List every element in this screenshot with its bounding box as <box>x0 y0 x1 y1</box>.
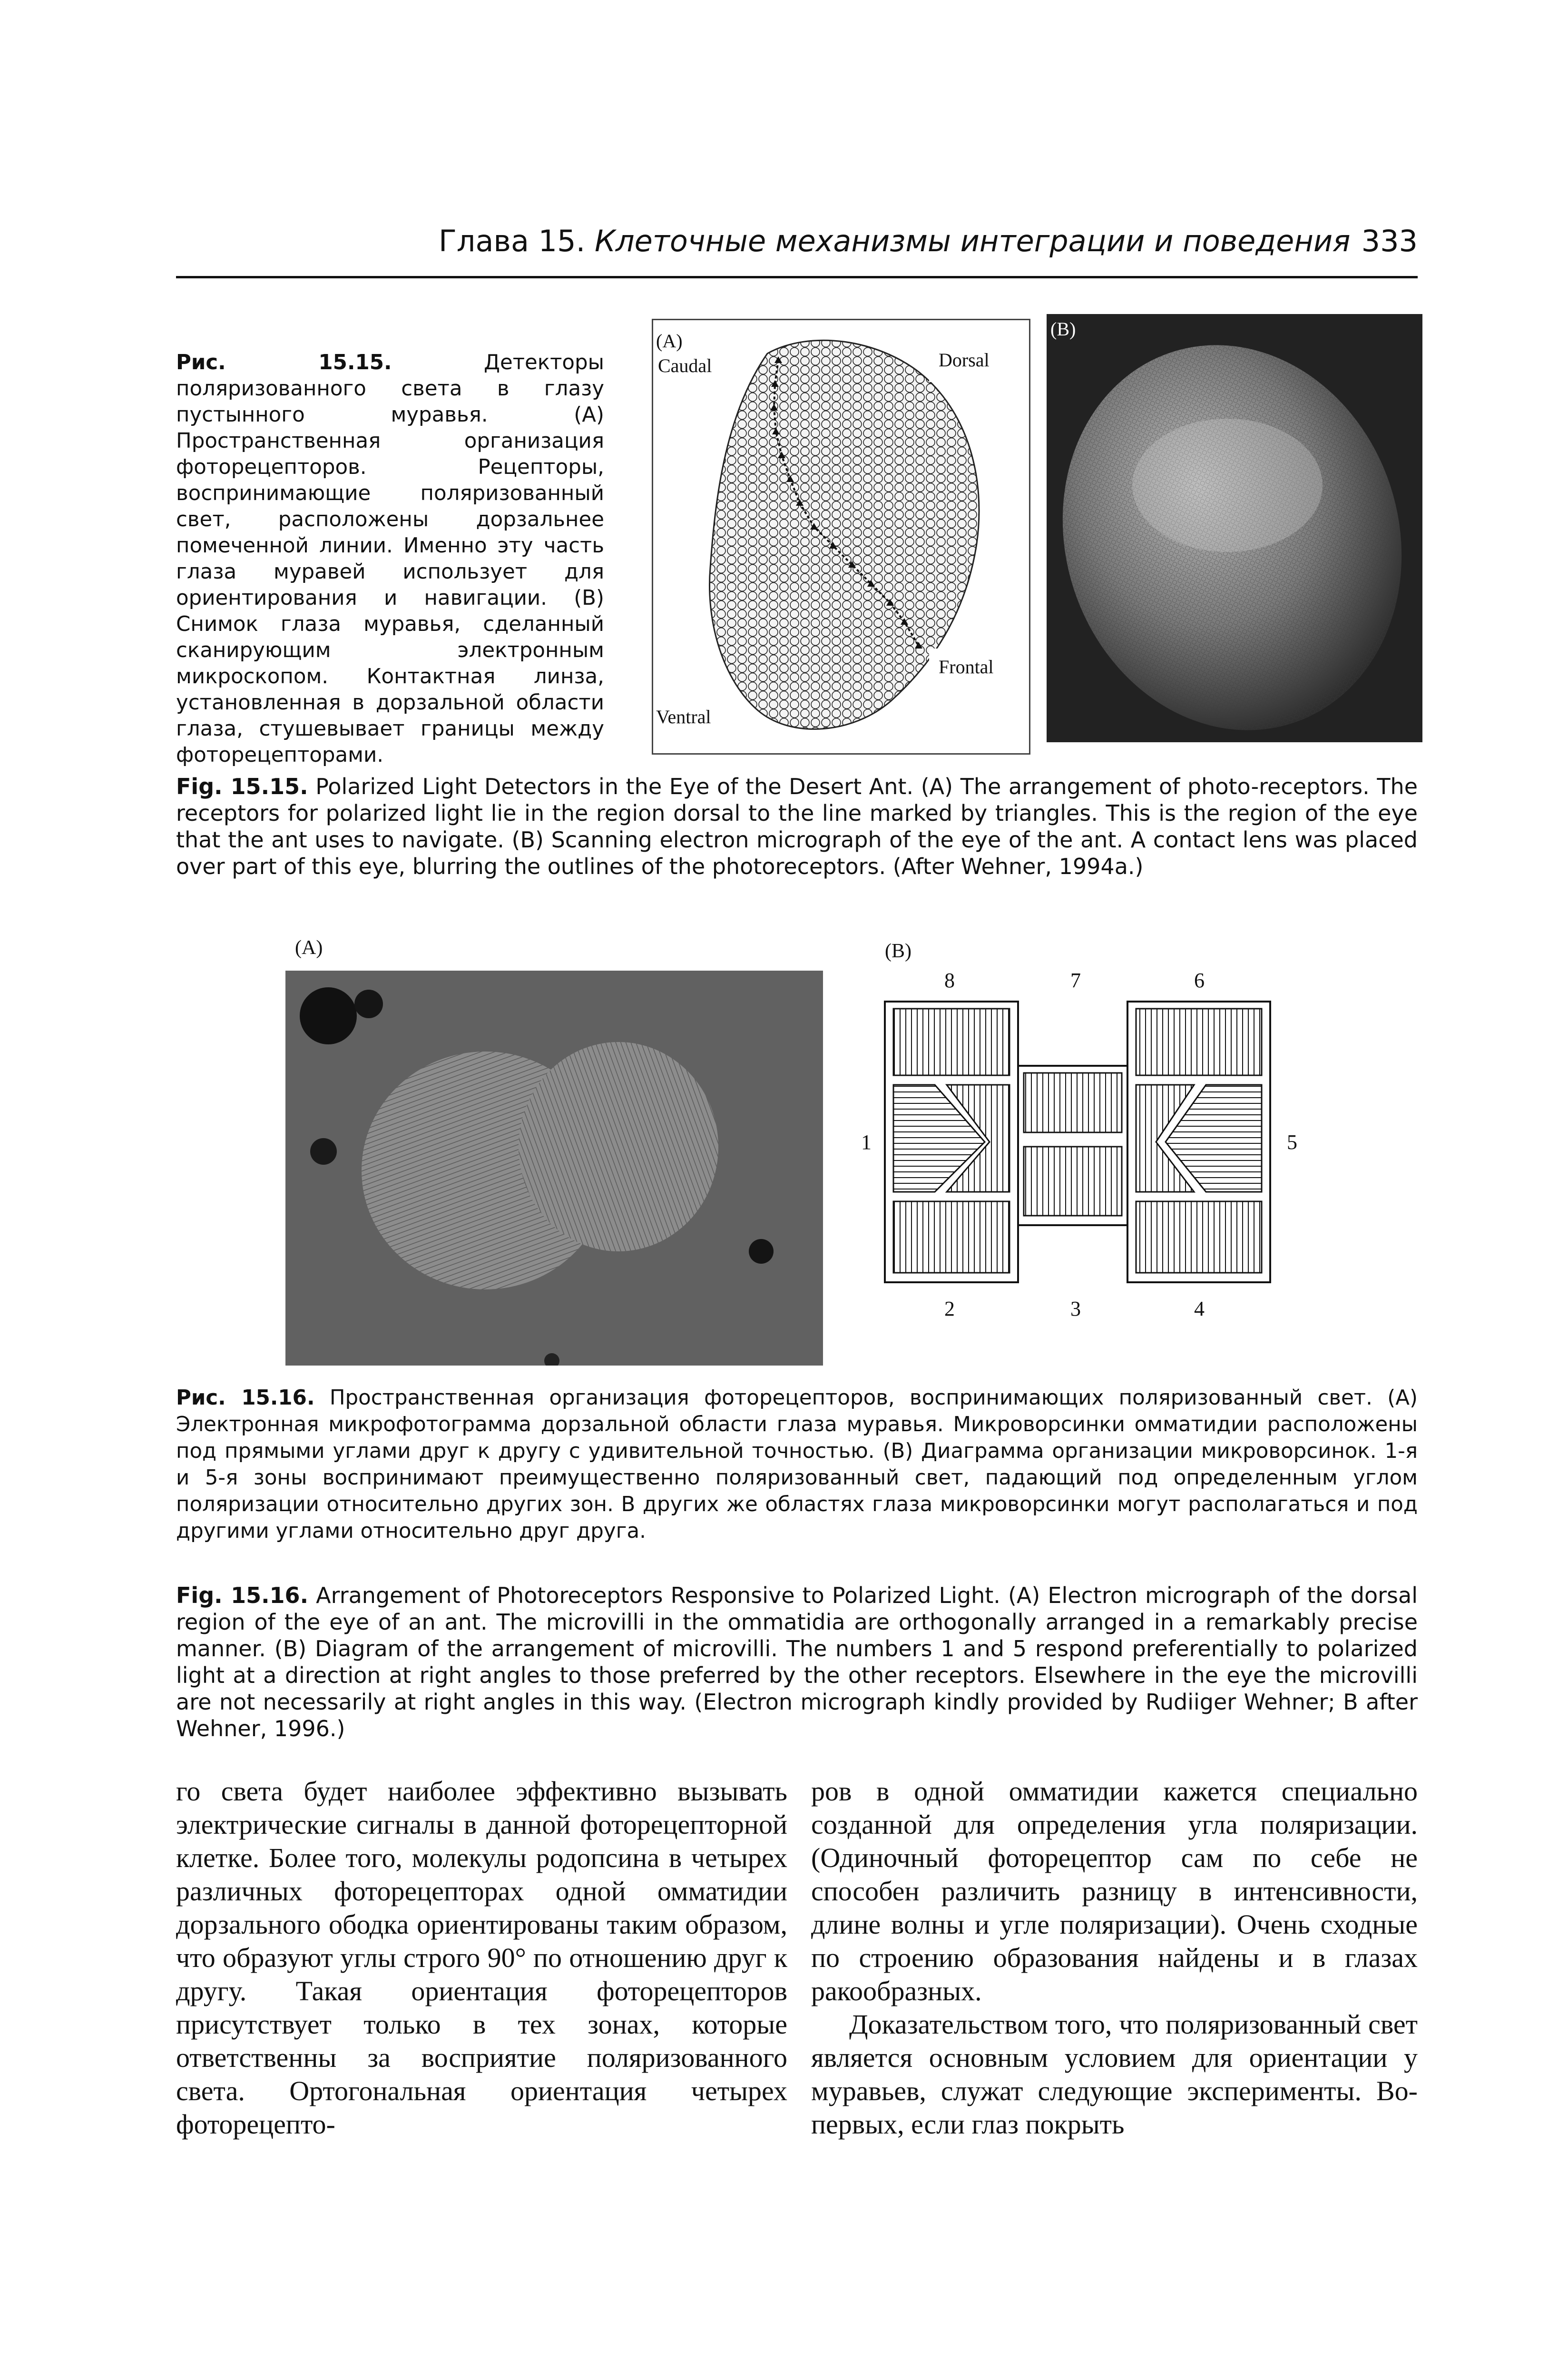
fig-15-15-en-text: Polarized Light Detectors in the Eye of the Desert Ant. (A) The arrangement of photo-receptors. The receptors for polarized light lie in the region dorsal to the line marked by triangles. This is the region of the eye that the ant uses to navigate. (B) Scanning electron micrograph of the eye of the ant. A contact lens was placed over part of this eye, blurring the outlines of the photoreceptors. (After Wehner, 1994a.) <box>176 774 1418 879</box>
fig-15-16-en-text: Arrangement of Photoreceptors Responsive to Polarized Light. (A) Electron micrograph of the dorsal region of the eye of an ant. The microvilli in the ommatidia are orthogonally arranged in a remarkably precise manner. (B) Diagram of the arrangement of microvilli. The numbers 1 and 5 respond preferentially to polarized light at a direction at right angles to those preferred by the other receptors. Elsewhere in the eye the microvilli are not necessarily at right angles in this way. (Electron micrograph kindly provided by Rudiiger Wehner; B after Wehner, 1996.) <box>176 1583 1418 1741</box>
body-column-left: го света будет наиболее эффективно вызывать электрические сигналы в данной фоторецепторной клетке. Более того, молекулы родопсина в четырех различных фоторецепторах одной омматидии дорзального ободка ориентированы таким образом, что образуют углы строго 90° по отношению друг к другу. Такая ориентация фоторецепторов присутствует только в тех зонах, которые ответственны за восприятие поляризованного света. Ортогональная ориентация четырех фоторецепто- <box>176 1776 787 2140</box>
ventral-label: Ventral <box>656 706 711 727</box>
caudal-label: Caudal <box>658 355 712 376</box>
diagram-number-6: 6 <box>1194 969 1205 992</box>
diagram-number-5: 5 <box>1287 1131 1297 1154</box>
fig-15-15-en-caption <box>176 773 1418 880</box>
body-column-right <box>811 1775 1418 2141</box>
microvilli-diagram <box>852 963 1337 1344</box>
fig-15-16-ru-label: Рис. 15.16. <box>176 1386 315 1410</box>
fig-15-16-ru-caption <box>176 1385 1418 1544</box>
diagram-number-1: 1 <box>861 1131 872 1154</box>
fig-15-15-panel-b <box>1047 314 1422 742</box>
fig-15-16-panel-b <box>852 963 1337 1344</box>
header-title <box>439 224 1350 258</box>
fig-15-16-panel-a <box>285 971 823 1366</box>
fig-15-15-panel-a <box>652 319 1030 755</box>
fig-15-15-a-label: (A) <box>656 330 683 352</box>
fig-15-16-en-label: Fig. 15.16. <box>176 1583 309 1608</box>
diagram-number-7: 7 <box>1070 969 1081 992</box>
diagram-number-8: 8 <box>944 969 955 992</box>
diagram-number-4: 4 <box>1194 1297 1205 1320</box>
header-chapter-title: Клеточные механизмы интеграции и поведения <box>595 224 1351 258</box>
sem-eye-micrograph <box>1047 314 1422 742</box>
fig-15-16-ru-text: Пространственная организация фоторецепторов, воспринимающих поляризованный свет. (А) Электронная микрофотограмма дорзальной области глаза муравья. Микроворсинки омматидии расположены под прямыми углами друг к другу с удивительной точностью. (В) Диаграмма организации микроворсинок. 1-я и 5-я зоны воспринимают преимущественно поляризованный свет, падающий под определенным углом поляризации относительно других зон. В других же областях глаза микроворсинки могут располагаться и под другими углами относительно друг друга. <box>176 1386 1418 1543</box>
body-paragraph: Доказательством того, что поляризованный свет является основным условием для ориентации у муравьев, служат следующие эксперименты. Во-первых, если глаз покрыть <box>811 2009 1418 2140</box>
header-chapter: Глава 15. <box>439 224 586 258</box>
dorsal-label: Dorsal <box>939 349 990 371</box>
diagram-number-2: 2 <box>944 1297 955 1320</box>
ommatidia-map <box>653 320 1029 753</box>
running-header <box>176 224 1418 278</box>
fig-15-15-b-label: (B) <box>1050 318 1076 340</box>
fig-15-15-ru-caption <box>176 350 604 768</box>
electron-micrograph <box>285 971 823 1366</box>
fig-15-15-ru-text: Детекторы поляризованного света в глазу пустынного муравья. (А) Пространственная организация фоторецепторов. Рецепторы, воспринимающие поляризованный свет, расположены дорзальнее помеченной линии. Именно эту часть глаза муравей использует для ориентирования и навигации. (В) Снимок глаза муравья, сделанный сканирующим электронным микроскопом. Контактная линза, установленная в дорзальной области глаза, стушевывает границы между фоторецепторами. <box>176 351 604 767</box>
page-number: 333 <box>1361 224 1418 258</box>
frontal-label: Frontal <box>939 656 994 678</box>
diagram-number-3: 3 <box>1070 1297 1081 1320</box>
fig-15-16-b-label: (B) <box>885 940 911 962</box>
fig-15-16-en-caption <box>176 1582 1418 1742</box>
body-paragraph: ров в одной омматидии кажется специально созданной для определения угла поляризации. (Одиночный фоторецептор сам по себе не способен различить разницу в интенсивности, длине волны и угле поляризации). Очень сходные по строению образования найдены и в глазах ракообразных. <box>811 1776 1418 2006</box>
fig-15-16-a-label: (A) <box>295 937 323 959</box>
fig-15-15-en-label: Fig. 15.15. <box>176 774 308 799</box>
fig-15-15-ru-label: Рис. 15.15. <box>176 351 392 374</box>
